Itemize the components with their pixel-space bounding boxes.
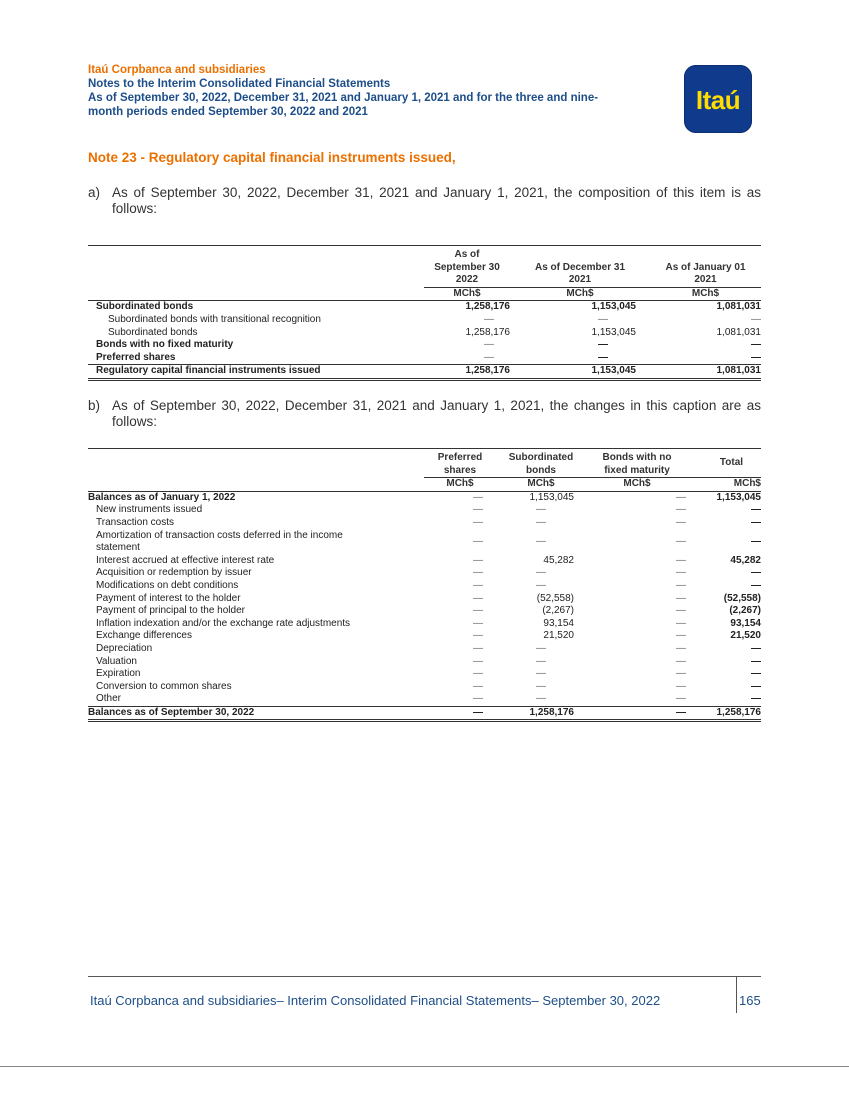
row-value: 21,520 [543, 630, 574, 642]
table-row [88, 327, 761, 340]
row-value: — [598, 313, 608, 325]
row-value: — [536, 535, 546, 547]
unit-label: MCh$ [636, 287, 761, 301]
table-row [88, 314, 761, 327]
row-value: — [484, 339, 494, 351]
row-value: (52,558) [723, 592, 761, 604]
paragraph-a-text: As of September 30, 2022, December 31, 2021 and January 1, 2021, the composition of this item is as follows: [112, 185, 761, 216]
row-value: — [676, 642, 686, 654]
col-header-total [688, 449, 761, 478]
row-value: — [473, 605, 483, 617]
row-label: Valuation [96, 655, 137, 667]
table-row [88, 352, 761, 365]
row-label: Payment of principal to the holder [96, 605, 245, 617]
table-row [88, 643, 761, 656]
row-value: 21,520 [730, 630, 761, 642]
footer-text: Itaú Corpbanca and subsidiaries– Interim Consolidated Financial Statements– September 30, 2022 [90, 993, 661, 1008]
row-value: — [484, 313, 494, 325]
row-label: Exchange differences [96, 630, 192, 642]
row-value: 1,081,031 [716, 326, 761, 338]
row-label: Payment of interest to the holder [96, 592, 241, 604]
row-value: — [424, 706, 496, 721]
col-header-line: As of [454, 249, 480, 260]
row-label: Amortization of transaction costs deferred in the income statement [96, 529, 343, 554]
row-value: — [676, 516, 686, 528]
header-line-1: Notes to the Interim Consolidated Financial Statements [88, 78, 391, 90]
col-header-line: fixed maturity [604, 464, 670, 476]
row-value: — [536, 655, 546, 667]
row-value: — [676, 693, 686, 705]
table-row [88, 618, 761, 631]
col-header-line: 2022 [455, 274, 479, 286]
row-value: (2,267) [542, 605, 574, 617]
row-value: — [676, 504, 686, 516]
table-row [88, 681, 761, 694]
col-header-line: Subordinated [508, 452, 574, 463]
col-header-jan-2021 [636, 246, 761, 287]
table-row [88, 605, 761, 618]
row-value: (52,558) [536, 592, 574, 604]
col-header-dec-2021 [510, 246, 636, 287]
table-row [88, 567, 761, 580]
row-label: Transaction costs [96, 516, 174, 528]
table-row [88, 530, 761, 555]
row-value: — [751, 567, 761, 579]
row-value: — [473, 567, 483, 579]
row-value: — [473, 655, 483, 667]
row-value: — [751, 339, 761, 351]
logo-text: Itaú [695, 85, 741, 115]
row-value: — [473, 579, 483, 591]
table-row [88, 517, 761, 530]
paragraph-b [88, 398, 761, 430]
col-header-line: shares [443, 464, 477, 476]
table-row [88, 339, 761, 352]
row-value: 1,258,176 [496, 706, 586, 721]
row-value: — [751, 535, 761, 547]
table-row [88, 630, 761, 643]
row-label: Balances as of September 30, 2022 [88, 706, 424, 721]
row-value: — [586, 706, 688, 721]
row-value: — [473, 668, 483, 680]
unit-label: MCh$ [424, 478, 496, 492]
row-value: 45,282 [543, 554, 574, 566]
unit-label: MCh$ [688, 478, 761, 492]
note-title: Note 23 - Regulatory capital financial instruments issued, [88, 150, 456, 165]
footer-divider [736, 976, 737, 1013]
header-line-2: As of September 30, 2022, December 31, 2021 and January 1, 2021 and for the three and nine- [88, 92, 599, 104]
col-header-line: 2021 [694, 274, 717, 286]
row-value: — [473, 680, 483, 692]
row-value: — [751, 655, 761, 667]
row-value: — [676, 680, 686, 692]
table-row [88, 504, 761, 517]
row-value: — [484, 351, 494, 363]
unit-label: MCh$ [586, 478, 688, 492]
row-value: — [473, 554, 483, 566]
row-value: — [598, 339, 608, 351]
table-row [88, 668, 761, 681]
row-value: — [473, 693, 483, 705]
col-header-line: Preferred [437, 452, 483, 463]
row-value: — [676, 655, 686, 667]
row-value: — [598, 351, 608, 363]
row-label: Inflation indexation and/or the exchange rate adjustments [96, 617, 351, 629]
row-value: 1,081,031 [716, 301, 761, 313]
row-value: 1,153,045 [510, 365, 636, 380]
row-value: 93,154 [730, 617, 761, 629]
row-label: Interest accrued at effective interest rate [96, 554, 275, 566]
col-header-line: As of December 31 [534, 261, 626, 273]
table-row [88, 301, 761, 314]
col-header-line: Bonds with no [602, 452, 672, 463]
row-value: — [751, 516, 761, 528]
row-value: — [536, 668, 546, 680]
row-value: — [536, 567, 546, 579]
row-label: New instruments issued [96, 504, 203, 516]
row-label: Regulatory capital financial instruments issued [88, 365, 424, 380]
row-value: 45,282 [730, 554, 761, 566]
composition-table [88, 245, 761, 381]
row-value: — [676, 554, 686, 566]
row-value: — [751, 579, 761, 591]
page-number: 165 [739, 993, 761, 1008]
row-value: — [536, 680, 546, 692]
row-value: 1,153,045 [529, 491, 574, 503]
itau-logo [684, 65, 752, 133]
row-value: — [473, 630, 483, 642]
row-label: Conversion to common shares [96, 680, 232, 692]
row-label: Subordinated bonds [108, 326, 198, 338]
col-header-line: Total [719, 456, 744, 468]
table-total-row [88, 365, 761, 380]
row-value: — [676, 579, 686, 591]
row-value: — [473, 535, 483, 547]
header-line-3: month periods ended September 30, 2022 and 2021 [88, 106, 368, 118]
table-row [88, 555, 761, 568]
row-value: — [751, 693, 761, 705]
footer-rule [88, 976, 761, 977]
row-value: — [751, 351, 761, 363]
row-value: (2,267) [729, 605, 761, 617]
row-value: — [751, 642, 761, 654]
table-row [88, 693, 761, 706]
row-label: Acquisition or redemption by issuer [96, 567, 252, 579]
row-value: 1,153,045 [591, 301, 636, 313]
row-value: 1,153,045 [716, 491, 761, 503]
row-label: Other [96, 693, 122, 705]
row-value: — [473, 642, 483, 654]
row-value: 1,153,045 [591, 326, 636, 338]
row-value: 1,258,176 [688, 706, 761, 721]
row-label: Preferred shares [96, 351, 176, 363]
col-header-line: September 30 [434, 261, 500, 273]
row-label: Modifications on debt conditions [96, 579, 239, 591]
changes-table [88, 448, 761, 722]
col-header-subordinated-bonds [496, 449, 586, 478]
row-value: — [751, 668, 761, 680]
row-value: — [751, 313, 761, 325]
row-value: — [676, 491, 686, 503]
row-value: — [536, 579, 546, 591]
row-value: — [676, 668, 686, 680]
col-header-line: 2021 [568, 274, 592, 286]
paragraph-a-label: a) [88, 185, 101, 200]
row-label: Balances as of January 1, 2022 [88, 491, 236, 503]
row-value: — [676, 617, 686, 629]
table-total-row [88, 706, 761, 721]
row-value: — [473, 504, 483, 516]
row-value: — [473, 491, 483, 503]
table-row [88, 580, 761, 593]
unit-label: MCh$ [424, 287, 510, 301]
unit-label: MCh$ [510, 287, 636, 301]
row-label: Bonds with no fixed maturity [96, 339, 234, 351]
unit-label: MCh$ [496, 478, 586, 492]
col-header-line: As of January 01 [665, 261, 746, 273]
row-value: 1,258,176 [465, 326, 510, 338]
row-value: — [676, 535, 686, 547]
col-header-line: bonds [526, 464, 556, 476]
row-value: — [473, 617, 483, 629]
row-label: Subordinated bonds [96, 301, 194, 313]
row-value: — [536, 516, 546, 528]
header-company: Itaú Corpbanca and subsidiaries [88, 64, 266, 76]
row-value: 93,154 [543, 617, 574, 629]
table-row [88, 656, 761, 669]
row-label: Subordinated bonds with transitional recognition [108, 313, 321, 325]
col-header-no-fixed-maturity [586, 449, 688, 478]
table-row [88, 593, 761, 606]
row-value: 1,081,031 [636, 365, 761, 380]
row-value: — [676, 630, 686, 642]
paragraph-b-label: b) [88, 398, 101, 413]
page-header [88, 63, 648, 119]
col-header-preferred-shares [424, 449, 496, 478]
row-value: — [536, 642, 546, 654]
page-bottom-line [0, 1066, 849, 1067]
table-row [88, 491, 761, 504]
row-value: 1,258,176 [424, 365, 510, 380]
paragraph-b-text: As of September 30, 2022, December 31, 2021 and January 1, 2021, the changes in this caption are as follows: [112, 398, 761, 429]
row-value: — [676, 592, 686, 604]
row-value: — [751, 504, 761, 516]
row-label: Depreciation [96, 642, 153, 654]
paragraph-a [88, 185, 761, 217]
row-value: — [676, 567, 686, 579]
row-value: 1,258,176 [465, 301, 510, 313]
row-value: — [676, 605, 686, 617]
row-label: Expiration [96, 668, 141, 680]
row-value: — [473, 592, 483, 604]
row-value: — [536, 693, 546, 705]
row-value: — [473, 516, 483, 528]
row-value: — [751, 680, 761, 692]
col-header-sep-2022 [424, 246, 510, 287]
row-value: — [536, 504, 546, 516]
